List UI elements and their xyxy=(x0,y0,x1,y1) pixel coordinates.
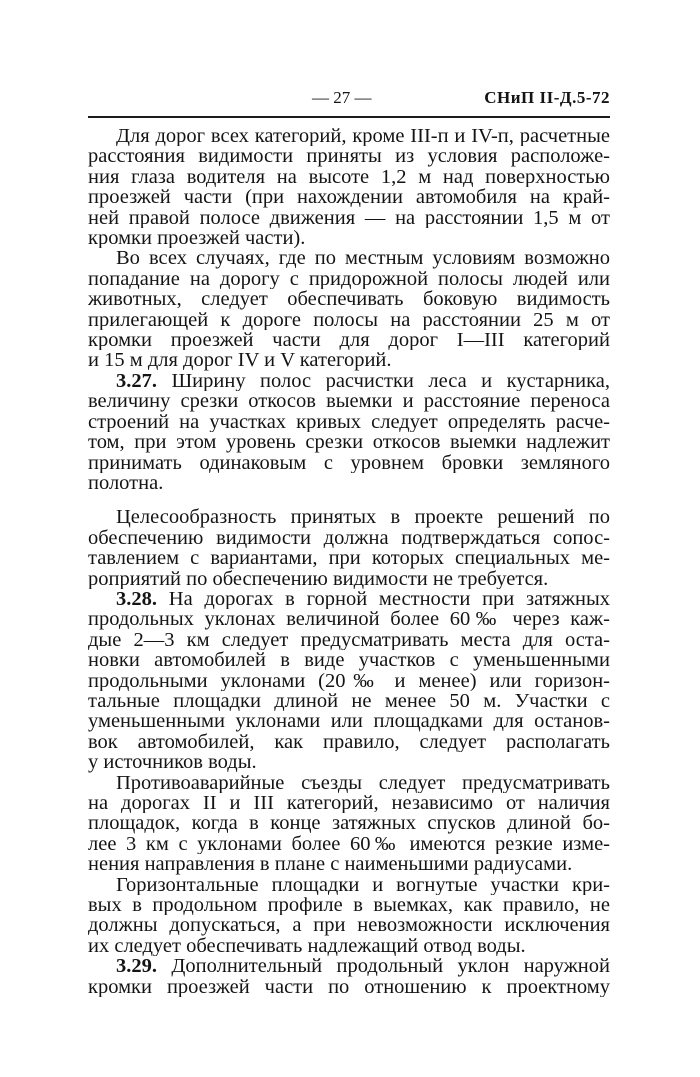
text-line: и 15 м для дорог IV и V категорий. xyxy=(88,350,392,371)
text-line: Целесообразность принятых в проекте решений по xyxy=(116,507,610,528)
text-line: Для дорог всех категорий, кроме III-п и IV-п, расчетные xyxy=(116,126,610,147)
text-line-content: Дополнительный продольный уклон наружной xyxy=(171,956,610,977)
text-line: обеспечению видимости должна подтверждаться сопос- xyxy=(88,527,610,549)
paragraph-6 xyxy=(88,773,610,875)
text-line: у источников воды. xyxy=(88,752,257,773)
paragraph-4 xyxy=(88,507,610,589)
text-line: на дорогах II и III категорий, независимо от наличия xyxy=(88,793,610,814)
page-header xyxy=(88,88,610,114)
text-line: лее 3 км с уклонами более 60‰ имеются резкие изме- xyxy=(88,833,610,855)
text-line xyxy=(88,956,610,976)
text-line: площадок, когда в конце затяжных спусков длиной бо- xyxy=(88,813,610,834)
document-body xyxy=(88,126,610,997)
text-line: величину срезки откосов выемки и расстояние переноса xyxy=(88,391,610,412)
text-line: расстояния видимости приняты из условия расположе- xyxy=(88,146,610,167)
text-line: ней правой полосе движения — на расстоянии 1,5 м от xyxy=(88,207,610,229)
paragraph-1 xyxy=(88,126,610,248)
text-line-content: На дорогах в горной местности при затяжных xyxy=(168,588,610,610)
document-code: СНиП II-Д.5-72 xyxy=(484,88,610,107)
text-line: тальные площадки длиной не менее 50 м. Участки с xyxy=(88,690,610,712)
paragraph-3-29 xyxy=(88,956,610,997)
text-line: продольных уклонах величиной более 60‰ через каж- xyxy=(88,609,610,630)
paragraph-3-28 xyxy=(88,589,610,773)
text-line: должны допускаться, а при невозможности исключения xyxy=(88,915,610,936)
text-line: нения направления в плане с наименьшими радиусами. xyxy=(88,854,573,875)
text-line: Горизонтальные площадки и вогнутые участки кри- xyxy=(116,874,610,896)
text-line: уменьшенными уклонами или площадками для останов- xyxy=(88,711,610,732)
section-number: 3.28. xyxy=(116,588,157,610)
text-line: полотна. xyxy=(88,472,164,494)
text-line: вок автомобилей, как правило, следует располагать xyxy=(88,731,610,753)
text-line: строений на участках кривых следует определять расче- xyxy=(88,411,610,433)
text-line xyxy=(88,371,610,391)
header-rule xyxy=(88,116,610,118)
text-line: их следует обеспечивать надлежащий отвод воды. xyxy=(88,935,526,957)
text-line: проезжей части (при нахождении автомобиля на край- xyxy=(88,187,610,208)
text-line-content: Ширину полос расчистки леса и кустарника, xyxy=(171,370,610,392)
text-line: дые 2—3 км следует предусматривать места для оста- xyxy=(88,629,610,651)
text-line: кромки проезжей части). xyxy=(88,228,306,249)
text-line: тавлением с вариантами, при которых специальных ме- xyxy=(88,548,610,569)
text-line: принимать одинаковым с уровнем бровки земляного xyxy=(88,452,610,473)
text-line: прилегающей к дороге полосы на расстоянии 25 м от xyxy=(88,309,610,331)
text-line: животных, следует обеспечивать боковую видимость xyxy=(88,289,610,310)
text-line: Во всех случаях, где по местным условиям возможно xyxy=(116,248,610,269)
text-line: новки автомобилей в виде участков с уменьшенными xyxy=(88,650,610,671)
section-number: 3.29. xyxy=(116,956,157,977)
text-line: попадание на дорогу с придорожной полосы людей или xyxy=(88,268,610,290)
text-line: ния глаза водителя на высоте 1,2 м над поверхностью xyxy=(88,166,610,188)
text-line: вых в продольном профиле в выемках, как правило, не xyxy=(88,895,610,916)
text-line xyxy=(88,589,610,609)
text-line: продольными уклонами (20‰ и менее) или горизон- xyxy=(88,670,610,691)
section-number: 3.27. xyxy=(116,370,157,392)
text-line: Противоаварийные съезды следует предусматривать xyxy=(116,772,610,793)
paragraph-3-27 xyxy=(88,371,610,493)
page-number: — 27 — xyxy=(312,88,372,107)
text-line: том, при этом уровень срезки откосов выемки надлежит xyxy=(88,432,610,453)
text-line: роприятий по обеспечению видимости не требуется. xyxy=(88,568,549,589)
paragraph-2 xyxy=(88,248,610,370)
text-line: кромки проезжей части для дорог I—III категорий xyxy=(88,330,610,351)
paragraph-7 xyxy=(88,875,610,957)
text-line: кромки проезжей части по отношению к проектному xyxy=(88,976,610,998)
